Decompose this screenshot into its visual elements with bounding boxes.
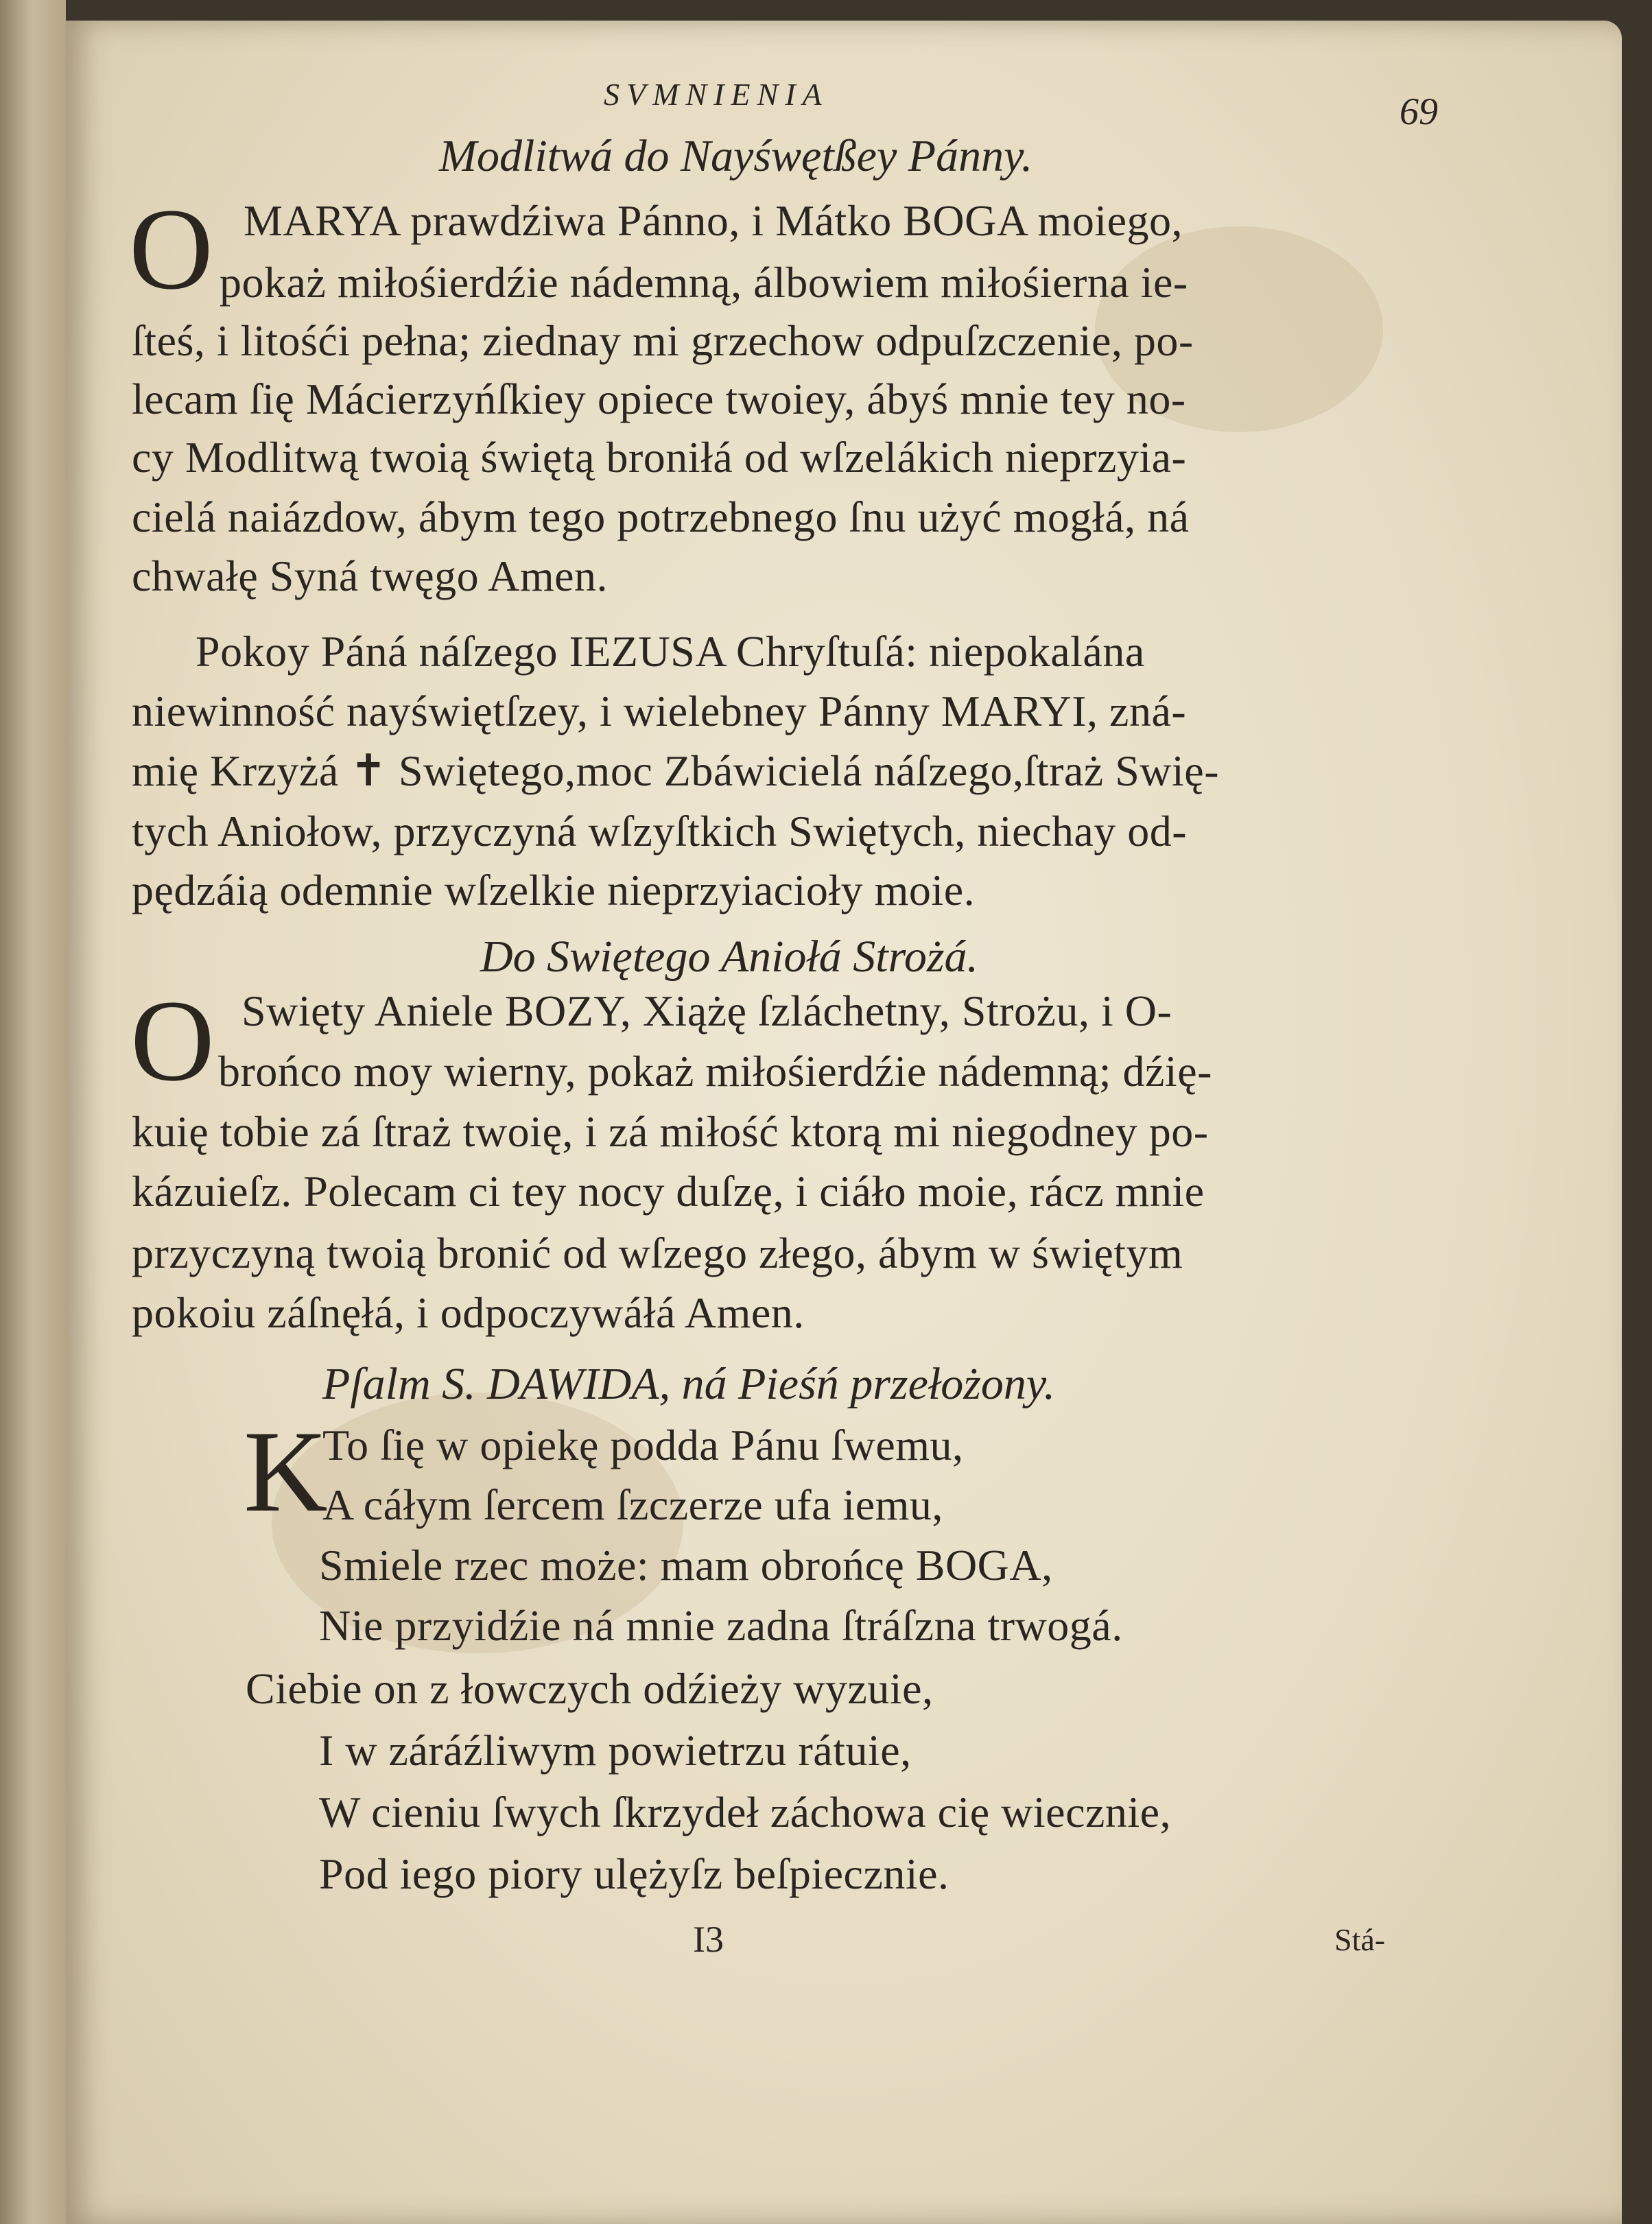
text-line: lecam ſię Mácierzyńſkiey opiece twoiey, ábyś mnie tey no-: [132, 375, 1186, 423]
text-line: MARYA prawdźiwa Pánno, i Mátko BOGA moiego,: [244, 196, 1183, 245]
text-line: chwałę Syná twęgo Amen.: [132, 552, 608, 600]
drop-cap-o: O: [129, 185, 213, 314]
verse-line: Ciebie on z łowczych odźieży wyzuie,: [246, 1664, 934, 1713]
text-line: Pokoy Páná náſzego IEZUSA Chryſtuſá: niepokalána: [196, 627, 1145, 676]
heading-prayer-to-virgin: Modlitwá do Nayśwętßey Pánny.: [439, 131, 1033, 181]
heading-guardian-angel: Do Swiętego Aniołá Strożá.: [480, 932, 978, 982]
verse-line: Smiele rzec może: mam obrońcę BOGA,: [319, 1541, 1053, 1589]
text-line: przyczyną twoią bronić od wſzego złego, ábym w świętym: [132, 1229, 1183, 1277]
verse-line: Nie przyidźie ná mnie zadna ſtráſzna trwogá.: [319, 1601, 1123, 1650]
text-line: pędzáią odemnie wſzelkie nieprzyiacioły moie.: [132, 866, 976, 914]
text-line: brońco moy wierny, pokaż miłośierdźie nádemną; dźię-: [218, 1047, 1212, 1096]
drop-cap-o: O: [130, 976, 215, 1105]
text-line: niewinność nayświętſzey, i wielebney Pánny MARYI, zná-: [132, 687, 1187, 735]
heading-psalm: Pſalm S. DAWIDA, ná Pieśń przełożony.: [322, 1359, 1056, 1409]
previous-page-edge: [0, 0, 66, 2224]
text-line: kázuieſz. Polecam ci tey nocy duſzę, i ciáło moie, rácz mnie: [132, 1167, 1205, 1216]
text-line: tych Aniołow, przyczyná wſzyſtkich Swiętych, niechay od-: [132, 807, 1188, 855]
text-line: mię Krzyżá ✝ Swiętego,moc Zbáwicielá náſzego,ſtraż Swię-: [132, 746, 1219, 795]
verse-line: To ſię w opiekę podda Pánu ſwemu,: [322, 1421, 964, 1469]
text-line: ſteś, i litośći pełna; ziednay mi grzechow odpuſzczenie, po-: [132, 316, 1194, 365]
page-number: 69: [1400, 91, 1438, 133]
text-line: Swięty Aniele BOZY, Xiążę ſzláchetny, Strożu, i O-: [241, 986, 1172, 1035]
text-line: kuię tobie zá ſtraż twoię, i zá miłość ktorą mi niegodney po-: [132, 1107, 1209, 1156]
text-line: pokaż miłośierdźie nádemną, álbowiem miłośierna ie-: [220, 258, 1188, 307]
signature-mark: I3: [693, 1919, 724, 1960]
running-head: SVMNIENIA: [604, 77, 829, 112]
text-line: pokoiu záſnęłá, i odpoczywáłá Amen.: [132, 1288, 805, 1337]
verse-line: W cieniu ſwych ſkrzydeł záchowa cię wiecznie,: [319, 1788, 1172, 1836]
verse-line: I w záráźliwym powietrzu rátuie,: [319, 1726, 912, 1775]
verse-line: Pod iego piory ulężyſz beſpiecznie.: [319, 1849, 949, 1898]
drop-cap-k: K: [244, 1407, 328, 1536]
catchword: Stá-: [1334, 1922, 1386, 1957]
text-line: cielá naiázdow, ábym tego potrzebnego ſnu użyć mogłá, ná: [132, 493, 1190, 541]
verse-line: A cáłym ſercem ſzczerze ufa iemu,: [322, 1480, 943, 1529]
text-line: cy Modlitwą twoią świętą broniłá od wſzelákich nieprzyia-: [132, 433, 1187, 482]
